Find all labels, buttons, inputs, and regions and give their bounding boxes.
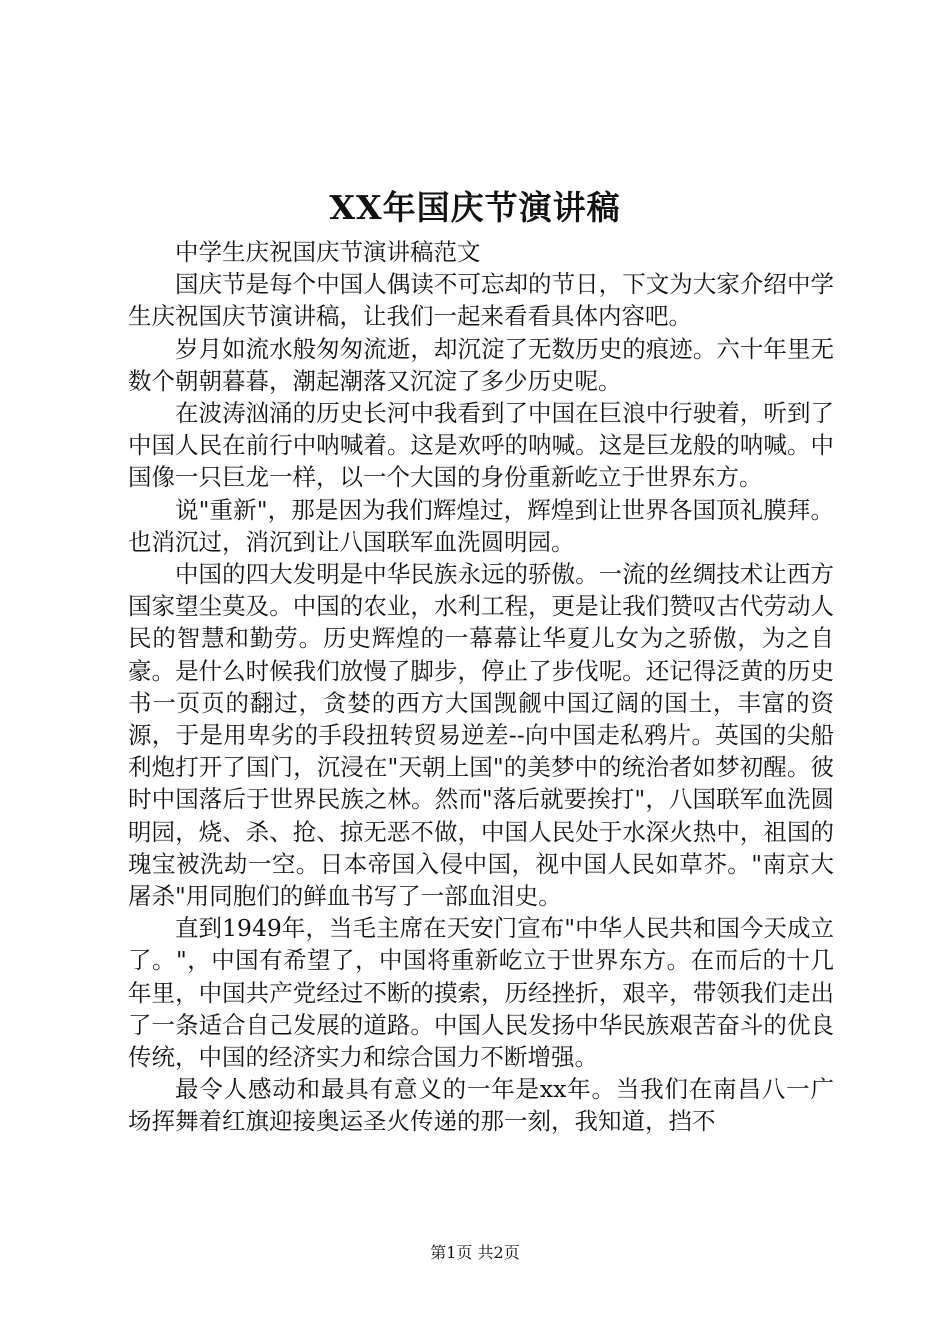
paragraph: 国庆节是每个中国人偶读不可忘却的节日，下文为大家介绍中学生庆祝国庆节演讲稿，让我们一起来看看具体内容吧。 <box>128 270 834 331</box>
document-body <box>128 236 834 1138</box>
paragraph: 直到1949年，当毛主席在天安门宣布"中华人民共和国今天成立了。"，中国有希望了，中国将重新屹立于世界东方。在而后的十几年里，中国共产党经过不断的摸索，历经挫折，艰辛，带领我们走出了一条适合自己发展的道路。中国人民发扬中华民族艰苦奋斗的优良传统，中国的经济实力和综合国力不断增强。 <box>128 914 834 1072</box>
paragraph: 在波涛汹涌的历史长河中我看到了中国在巨浪中行驶着，听到了中国人民在前行中呐喊着。这是欢呼的呐喊。这是巨龙般的呐喊。中国像一只巨龙一样，以一个大国的身份重新屹立于世界东方。 <box>128 399 834 492</box>
paragraph-subtitle: 中学生庆祝国庆节演讲稿范文 <box>175 238 481 266</box>
page-footer: 第1页 共2页 <box>430 1243 520 1262</box>
document-title: XX年国庆节演讲稿 <box>329 188 621 227</box>
paragraph: 说"重新"，那是因为我们辉煌过，辉煌到让世界各国顶礼膜拜。也消沉过，消沉到让八国联军血洗圆明园。 <box>128 495 834 556</box>
paragraph: 岁月如流水般匆匆流逝，却沉淀了无数历史的痕迹。六十年里无数个朝朝暮暮，潮起潮落又沉淀了多少历史呢。 <box>128 334 834 395</box>
paragraph: 中国的四大发明是中华民族永远的骄傲。一流的丝绸技术让西方国家望尘莫及。中国的农业，水利工程，更是让我们赞叹古代劳动人民的智慧和勤劳。历史辉煌的一幕幕让华夏儿女为之骄傲，为之自豪。是什么时候我们放慢了脚步，停止了步伐呢。还记得泛黄的历史书一页页的翻过，贪婪的西方大国觊觎中国辽阔的国土，丰富的资源，于是用卑劣的手段扭转贸易逆差--向中国走私鸦片。英国的尖船利炮打开了国门，沉浸在"天朝上国"的美梦中的统治者如梦初醒。彼时中国落后于世界民族之林。然而"落后就要挨打"，八国联军血洗圆明园，烧、杀、抢、掠无恶不做，中国人民处于水深火热中，祖国的瑰宝被洗劫一空。日本帝国入侵中国，视中国人民如草芥。"南京大屠杀"用同胞们的鲜血书写了一部血泪史。 <box>128 560 834 911</box>
paragraph: 最令人感动和最具有意义的一年是xx年。当我们在南昌八一广场挥舞着红旗迎接奥运圣火传递的那一刻，我知道，挡不 <box>128 1075 834 1136</box>
